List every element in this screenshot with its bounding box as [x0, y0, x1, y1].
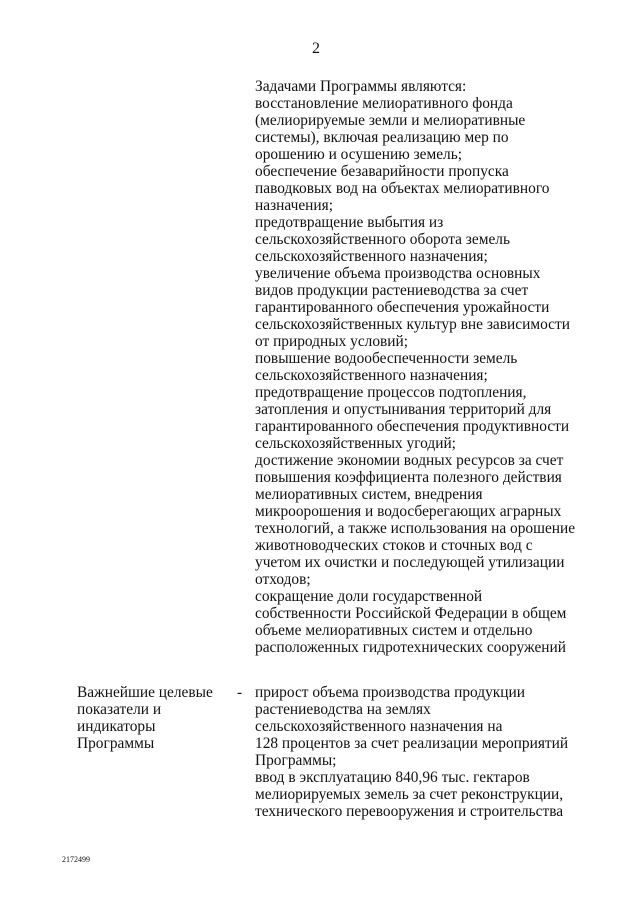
dash-separator: -	[237, 684, 243, 701]
text-line: обеспечение безаварийности пропуска	[255, 163, 509, 180]
text-line: гарантированного обеспечения урожайности	[255, 299, 550, 316]
text-line: Важнейшие целевые	[77, 684, 213, 701]
indicators-text	[255, 684, 568, 820]
text-line: прирост объема производства продукции	[255, 684, 525, 701]
text-line: сельскохозяйственного назначения;	[255, 367, 488, 384]
text-line: Задачами Программы являются:	[255, 78, 467, 95]
text-line: видов продукции растениеводства за счет	[255, 282, 529, 299]
text-line: ввод в эксплуатацию 840,96 тыс. гектаров	[255, 769, 530, 786]
text-line: Программы;	[255, 752, 337, 769]
text-line: учетом их очистки и последующей утилизации	[255, 554, 565, 571]
text-line: паводковых вод на объектах мелиоративного	[255, 180, 550, 197]
text-line: сельскохозяйственного оборота земель	[255, 231, 510, 248]
text-line: восстановление мелиоративного фонда	[255, 95, 513, 112]
text-line: собственности Российской Федерации в общем	[255, 605, 567, 622]
program-tasks-text	[255, 78, 575, 656]
text-line: гарантированного обеспечения продуктивности	[255, 418, 570, 435]
text-line: предотвращение выбытия из	[255, 214, 444, 231]
text-line: индикаторы	[77, 718, 156, 735]
text-line: 128 процентов за счет реализации мероприятий	[255, 735, 569, 752]
text-line: растениеводства на землях	[255, 701, 431, 718]
text-line: от природных условий;	[255, 333, 409, 350]
text-line: мелиорируемых земель за счет реконструкции,	[255, 786, 564, 803]
text-line: расположенных гидротехнических сооружений	[255, 639, 567, 656]
text-line: увеличение объема производства основных	[255, 265, 541, 282]
text-line: Программы	[77, 735, 155, 752]
page-number: 2	[312, 40, 320, 57]
text-line: объеме мелиоративных систем и отдельно	[255, 622, 533, 639]
text-line: сельскохозяйственного назначения на	[255, 718, 503, 735]
text-line: технического перевооружения и строительства	[255, 803, 564, 820]
indicators-label	[77, 684, 213, 752]
text-line: достижение экономии водных ресурсов за счет	[255, 452, 564, 469]
text-line: показатели и	[77, 701, 162, 718]
text-line: сельскохозяйственных культур вне зависимости	[255, 316, 570, 333]
text-line: повышения коэффициента полезного действия	[255, 469, 562, 486]
text-line: (мелиорируемые земли и мелиоративные	[255, 112, 526, 129]
text-line: животноводческих стоков и сточных вод с	[255, 537, 533, 554]
text-line: повышение водообеспеченности земель	[255, 350, 518, 367]
footer-code: 2172499	[62, 855, 90, 864]
text-line: предотвращение процессов подтопления,	[255, 384, 527, 401]
text-line: мелиоративных систем, внедрения	[255, 486, 483, 503]
text-line: системы), включая реализацию мер по	[255, 129, 509, 146]
text-line: отходов;	[255, 571, 311, 588]
text-line: орошению и осушению земель;	[255, 146, 463, 163]
text-line: сельскохозяйственного назначения;	[255, 248, 488, 265]
text-line: микроорошения и водосберегающих аграрных	[255, 503, 562, 520]
text-line: затопления и опустынивания территорий для	[255, 401, 552, 418]
text-line: технологий, а также использования на орошение	[255, 520, 576, 537]
text-line: сельскохозяйственных угодий;	[255, 435, 456, 452]
text-line: назначения;	[255, 197, 333, 214]
text-line: сокращение доли государственной	[255, 588, 483, 605]
